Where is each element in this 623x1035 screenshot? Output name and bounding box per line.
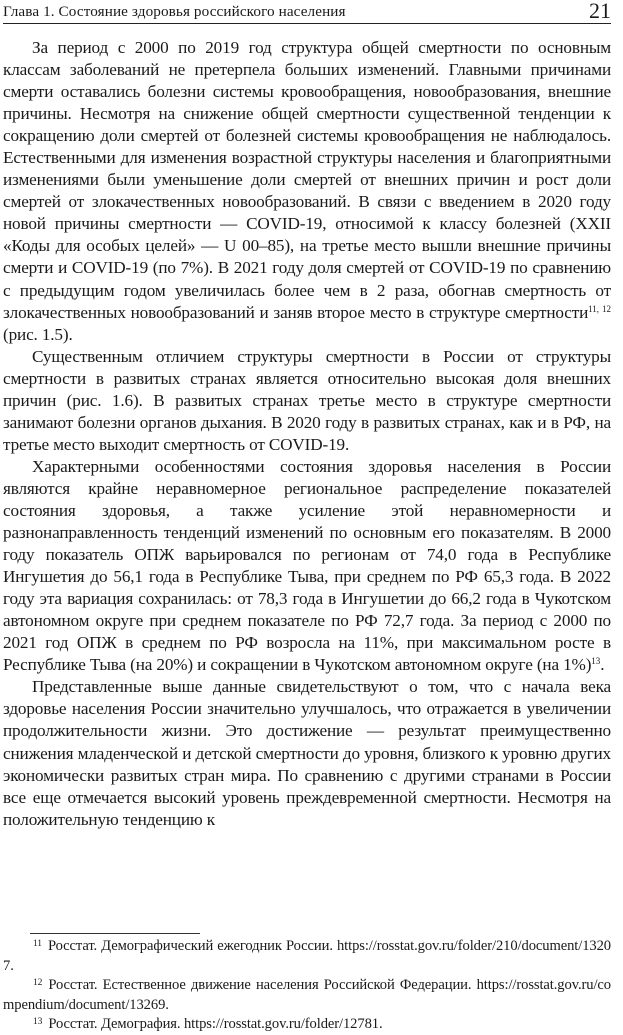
header-rule: [3, 23, 611, 24]
paragraph-life-expectancy: [3, 676, 611, 830]
paragraph-text: Представленные выше данные свидетельствуют о том, что с начала века здоровье населения России значительно улучшалось, что отражается в увеличении продолжительности жизни. Это достижение — результат преимущественно снижения младенческой и детской смертности до уровня, близкого к уровню других экономически развитых стран мира. По сравнению с другими странами в России все еще отмечается высокий уровень преждевременной смертности. Несмотря на положительную тенденцию к: [3, 677, 611, 829]
footnote-ref[interactable]: 11, 12: [588, 303, 612, 314]
footnote-text: Росстат. Демографический ежегодник России. https://rosstat.gov.ru/folder/210/document/13207.: [3, 938, 611, 974]
paragraph-text: Существенным отличием структуры смертности в России от структуры смертности в развитых странах является относительно высокая доля внешних причин (рис. 1.6). В развитых странах третье место в структуре смертности занимают болезни органов дыхания. В 2020 году в развитых странах, как и в РФ, на третье место выходит смертность от COVID-19.: [3, 346, 611, 454]
running-head: [3, 0, 611, 24]
paragraph-text: За период с 2000 по 2019 год структура общей смертности по основным классам заболеваний не претерпела больших изменений. Главными причинами смерти оставались болезни системы кровообращения, новообразования, внешние причины. Несмотря на снижение общей смертности существенной тенденции к сокращению доли смертей от болезней системы кровообращения не наблюдалось. Естественными для изменения возрастной структуры населения и благоприятными изменениями были уменьшение доли смертей от внешних причин и рост доли смертей от злокачественных новообразований. В связи с введением в 2020 году новой причины смертности — COVID-19, относимой к классу болезней (XXII «Коды для особых целей» — U 00–85), на третье место вышли внешние причины смерти и COVID-19 (по 7%). В 2021 году доля смертей от COVID-19 по сравнению с предыдущим годом увеличилась более чем в 2 раза, обогнав смертность от злокачественных новообразований и заняв второе место в структуре смертности: [3, 38, 611, 322]
paragraph-text: Характерными особенностями состояния здоровья населения в России являются крайне неравномерное региональное распределение показателей состояния здоровья, а также усиление этой неравномерности и разнонаправленность тенденций изменений по основным его показателям. В 2000 году показатель ОПЖ варьировался по регионам от 74,0 года в Республике Ингушетия до 56,1 года в Республике Тыва, при среднем по РФ 65,3 года. В 2022 году эта вариация сохранилась: от 78,3 года в Ингушетии до 66,2 года в Чукотском автономном округе при среднем показателе по РФ 72,7 года. За период с 2000 по 2021 год ОПЖ в среднем по РФ возросла на 11%, при максимальном росте в Республике Тыва (на 20%) и сокращении в Чукотском автономном округе (на 1%): [3, 456, 611, 675]
paragraph-tail: (рис. 1.5).: [3, 324, 73, 344]
footnotes: [3, 937, 611, 1035]
footnote-11: [3, 937, 611, 976]
paragraph-regional-distribution: [3, 456, 611, 676]
footnote-text: Росстат. Демография. https://rosstat.gov.ru/folder/12781.: [48, 1016, 383, 1033]
footnote-rule: [30, 933, 200, 934]
footnote-text: Росстат. Естественное движение населения Российской Федерации. https://rosstat.gov.ru/compendium/document/13269.: [3, 977, 611, 1013]
body-text: [3, 37, 611, 831]
footnote-ref[interactable]: 13: [591, 656, 601, 667]
footnote-13: [3, 1015, 611, 1035]
footnote-12: [3, 976, 611, 1015]
running-title: Глава 1. Состояние здоровья российского населения: [3, 3, 346, 20]
footnote-number: 12: [33, 978, 43, 989]
footnote-number: 11: [33, 939, 42, 949]
page-number: 21: [589, 0, 611, 23]
footnote-number: 13: [33, 1017, 43, 1028]
paragraph-developed-countries: [3, 346, 611, 456]
paragraph-mortality-structure: [3, 37, 611, 346]
paragraph-tail: .: [600, 655, 605, 675]
